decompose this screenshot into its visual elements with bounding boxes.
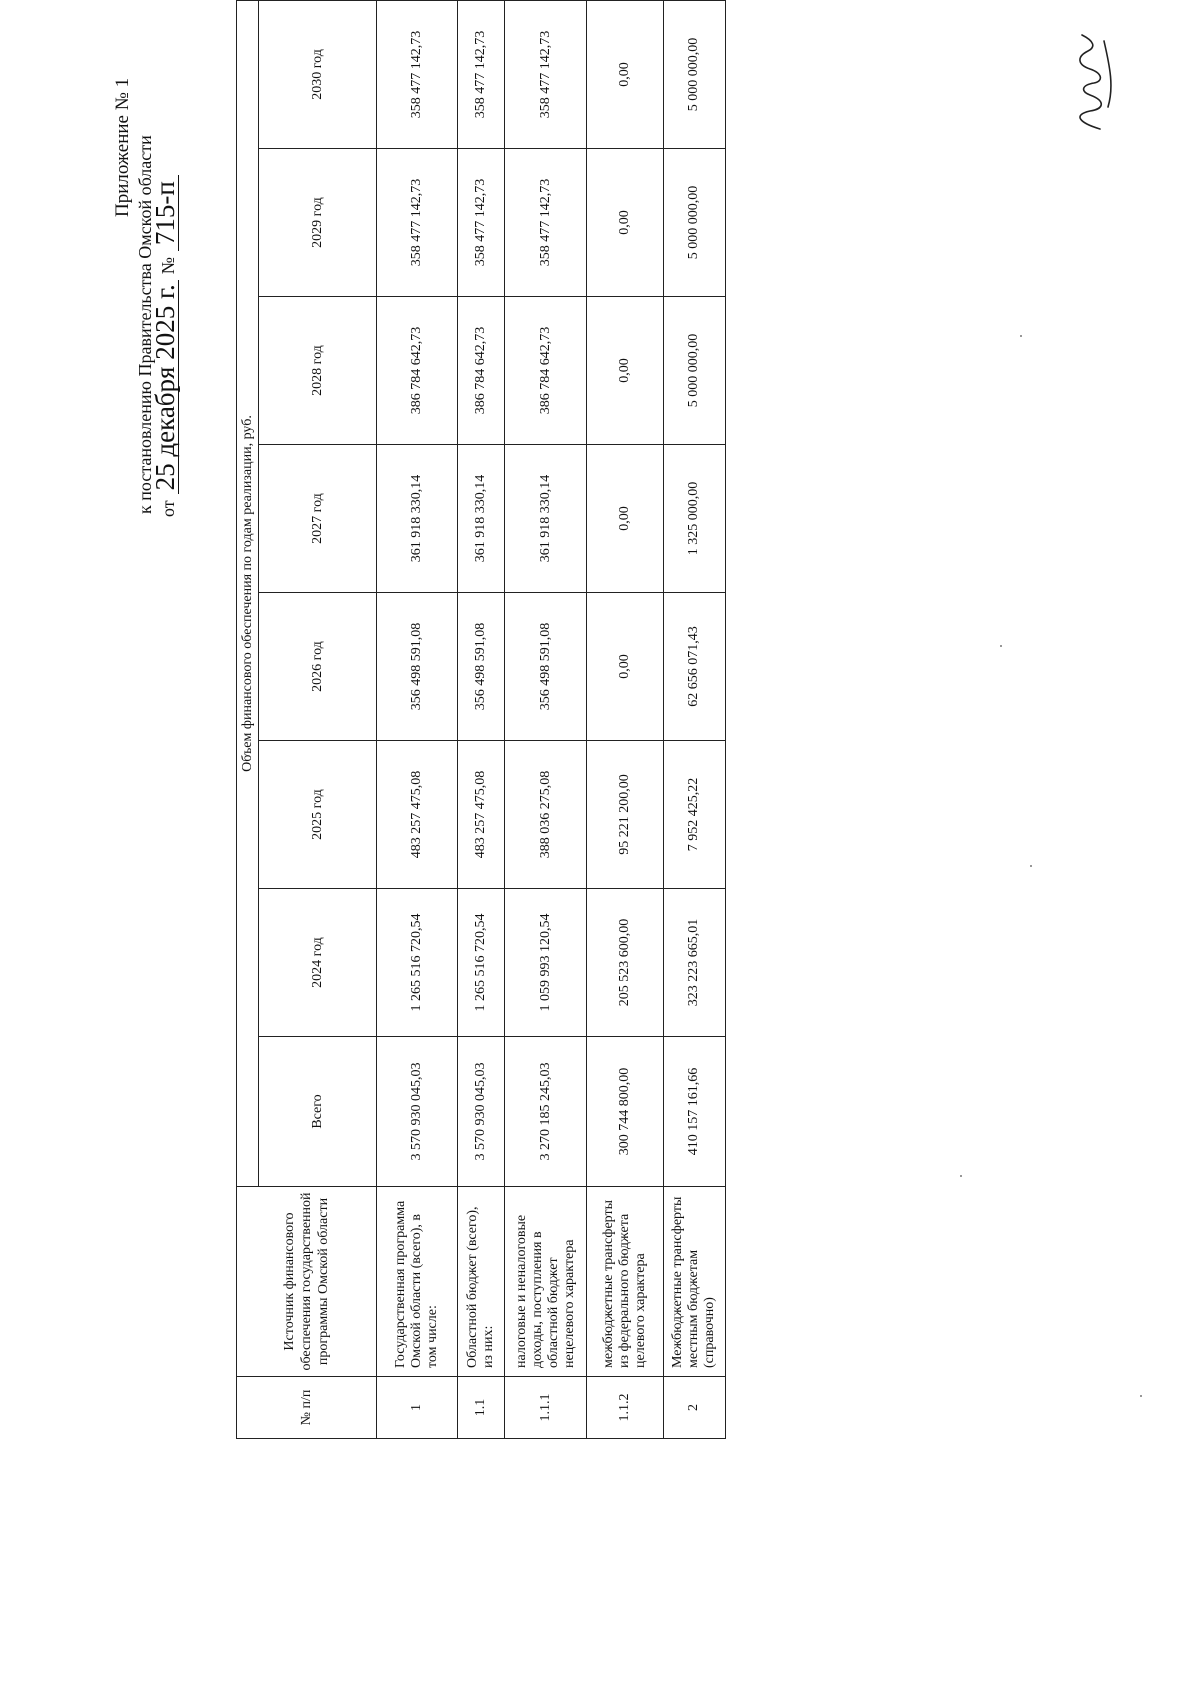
header-year: 2025 год [259,741,377,889]
row-value: 356 498 591,08 [377,593,458,741]
row-value: 358 477 142,73 [458,149,505,297]
financing-table [236,0,726,1439]
row-value: 1 265 516 720,54 [458,889,505,1037]
row-source: Областной бюджет (всего), из них: [458,1187,505,1377]
row-value: 1 059 993 120,54 [505,889,586,1037]
row-value: 388 036 275,08 [505,741,586,889]
row-source: межбюджетные трансферты из федерального бюджета целевого характера [586,1187,663,1377]
row-value: 358 477 142,73 [377,0,458,148]
row-value: 5 000 000,00 [663,149,725,297]
row-value: 0,00 [586,445,663,593]
handwritten-signature [1060,27,1120,137]
row-value: 483 257 475,08 [458,741,505,889]
number-label: № [158,257,178,275]
row-value: 95 221 200,00 [586,741,663,889]
row-value: 0,00 [586,149,663,297]
row-source: Государственная программа Омской области (всего), в том числе: [377,1187,458,1377]
header-year: 2024 год [259,889,377,1037]
table-row [586,0,663,1438]
row-num: 1.1.2 [586,1377,663,1439]
row-value: 5 000 000,00 [663,297,725,445]
row-value: 356 498 591,08 [458,593,505,741]
table-row [505,0,586,1438]
header-year: 2030 год [259,0,377,148]
row-total: 3 270 185 245,03 [505,1037,586,1187]
scan-speck [1140,1395,1142,1397]
scan-speck [1020,335,1022,337]
row-num: 1.1 [458,1377,505,1439]
row-total: 410 157 161,66 [663,1037,725,1187]
header-group-title: Объем финансового обеспечения по годам реализации, руб. [237,0,259,1186]
resolution-reference: к постановлению Правительства Омской области [135,135,155,514]
row-total: 300 744 800,00 [586,1037,663,1187]
row-value: 205 523 600,00 [586,889,663,1037]
row-num: 2 [663,1377,725,1439]
row-value: 386 784 642,73 [377,297,458,445]
row-value: 5 000 000,00 [663,0,725,148]
header-year: 2027 год [259,445,377,593]
row-source: налоговые и неналоговые доходы, поступления в областной бюджет нецелевого характера [505,1187,586,1377]
row-value: 1 325 000,00 [663,445,725,593]
row-value: 358 477 142,73 [505,0,586,148]
row-value: 386 784 642,73 [458,297,505,445]
row-total: 3 570 930 045,03 [458,1037,505,1187]
appendix-title: Приложение № 1 [112,77,133,217]
table-row [458,0,505,1438]
scan-speck [960,1175,962,1177]
row-value: 358 477 142,73 [458,0,505,148]
row-source: Межбюджетные трансферты местным бюджетам (справочно) [663,1187,725,1377]
row-value: 358 477 142,73 [377,149,458,297]
row-value: 483 257 475,08 [377,741,458,889]
header-num: № п/п [237,1377,377,1439]
table-row [663,0,725,1438]
row-value: 356 498 591,08 [505,593,586,741]
header-source: Источник финансового обеспечения государственной программы Омской области [237,1187,377,1377]
header-year: 2029 год [259,149,377,297]
resolution-date: 25 декабря 2025 г. [152,280,179,494]
header-year: 2026 год [259,593,377,741]
row-total: 3 570 930 045,03 [377,1037,458,1187]
row-value: 361 918 330,14 [377,445,458,593]
table-row [377,0,458,1438]
scan-speck [1000,645,1002,647]
scan-speck [1030,865,1032,867]
row-value: 0,00 [586,297,663,445]
row-value: 386 784 642,73 [505,297,586,445]
row-value: 0,00 [586,593,663,741]
row-value: 0,00 [586,0,663,148]
row-value: 7 952 425,22 [663,741,725,889]
row-num: 1.1.1 [505,1377,586,1439]
resolution-number: 715-п [152,175,179,251]
row-num: 1 [377,1377,458,1439]
row-value: 361 918 330,14 [505,445,586,593]
row-value: 62 656 071,43 [663,593,725,741]
row-value: 358 477 142,73 [505,149,586,297]
header-total: Всего [259,1037,377,1187]
row-value: 323 223 665,01 [663,889,725,1037]
resolution-date-line [152,175,179,517]
date-prefix: от [158,500,178,517]
header-year: 2028 год [259,297,377,445]
row-value: 1 265 516 720,54 [377,889,458,1037]
row-value: 361 918 330,14 [458,445,505,593]
